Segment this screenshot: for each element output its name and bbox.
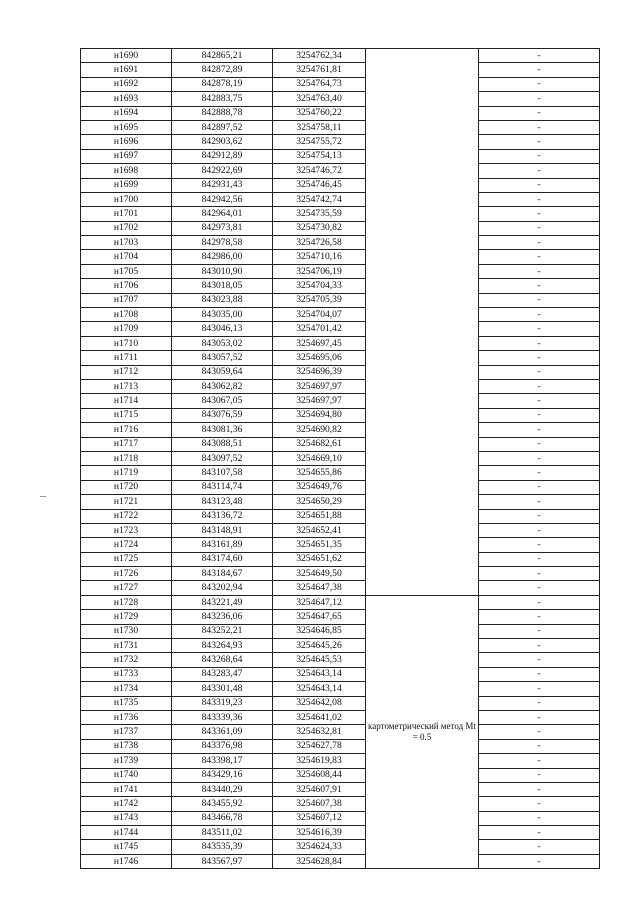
accuracy-dash-cell: - — [479, 106, 600, 120]
table-row — [81, 192, 600, 206]
point-id-cell: н1718 — [81, 451, 172, 465]
y-coordinate-cell: 3254616,39 — [273, 826, 366, 840]
table-row — [81, 394, 600, 408]
y-coordinate-cell: 3254607,38 — [273, 797, 366, 811]
accuracy-dash-cell: - — [479, 538, 600, 552]
accuracy-dash-cell: - — [479, 639, 600, 653]
y-coordinate-cell: 3254607,12 — [273, 811, 366, 825]
x-coordinate-cell: 843053,02 — [172, 336, 273, 350]
table-row — [81, 610, 600, 624]
coordinates-table-body — [81, 49, 600, 869]
accuracy-dash-cell: - — [479, 451, 600, 465]
accuracy-dash-cell: - — [479, 567, 600, 581]
y-coordinate-cell: 3254705,39 — [273, 293, 366, 307]
x-coordinate-cell: 843319,23 — [172, 696, 273, 710]
y-coordinate-cell: 3254742,74 — [273, 192, 366, 206]
x-coordinate-cell: 843301,48 — [172, 682, 273, 696]
table-row — [81, 264, 600, 278]
point-id-cell: н1700 — [81, 192, 172, 206]
point-id-cell: н1694 — [81, 106, 172, 120]
point-id-cell: н1738 — [81, 739, 172, 753]
table-row — [81, 77, 600, 91]
y-coordinate-cell: 3254746,45 — [273, 178, 366, 192]
accuracy-dash-cell: - — [479, 739, 600, 753]
table-row — [81, 279, 600, 293]
point-id-cell: н1701 — [81, 207, 172, 221]
x-coordinate-cell: 842912,89 — [172, 149, 273, 163]
table-row — [81, 826, 600, 840]
x-coordinate-cell: 843136,72 — [172, 509, 273, 523]
point-id-cell: н1745 — [81, 840, 172, 854]
y-coordinate-cell: 3254682,61 — [273, 437, 366, 451]
point-id-cell: н1723 — [81, 523, 172, 537]
x-coordinate-cell: 843455,92 — [172, 797, 273, 811]
y-coordinate-cell: 3254710,16 — [273, 250, 366, 264]
y-coordinate-cell: 3254651,35 — [273, 538, 366, 552]
x-coordinate-cell: 842931,43 — [172, 178, 273, 192]
point-id-cell: н1707 — [81, 293, 172, 307]
point-id-cell: н1726 — [81, 567, 172, 581]
accuracy-dash-cell: - — [479, 135, 600, 149]
table-row — [81, 710, 600, 724]
accuracy-dash-cell: - — [479, 293, 600, 307]
accuracy-dash-cell: - — [479, 782, 600, 796]
x-coordinate-cell: 842888,78 — [172, 106, 273, 120]
point-id-cell: н1737 — [81, 725, 172, 739]
x-coordinate-cell: 842986,00 — [172, 250, 273, 264]
table-row — [81, 106, 600, 120]
point-id-cell: н1698 — [81, 164, 172, 178]
table-row — [81, 782, 600, 796]
accuracy-dash-cell: - — [479, 77, 600, 91]
table-row — [81, 164, 600, 178]
point-id-cell: н1708 — [81, 308, 172, 322]
point-id-cell: н1703 — [81, 236, 172, 250]
y-coordinate-cell: 3254764,73 — [273, 77, 366, 91]
y-coordinate-cell: 3254704,33 — [273, 279, 366, 293]
accuracy-dash-cell: - — [479, 854, 600, 868]
accuracy-dash-cell: - — [479, 63, 600, 77]
y-coordinate-cell: 3254754,13 — [273, 149, 366, 163]
point-id-cell: н1734 — [81, 682, 172, 696]
table-row — [81, 236, 600, 250]
table-row — [81, 149, 600, 163]
accuracy-dash-cell: - — [479, 595, 600, 609]
y-coordinate-cell: 3254762,34 — [273, 49, 366, 63]
y-coordinate-cell: 3254706,19 — [273, 264, 366, 278]
x-coordinate-cell: 843123,48 — [172, 495, 273, 509]
point-id-cell: н1691 — [81, 63, 172, 77]
point-id-cell: н1704 — [81, 250, 172, 264]
point-id-cell: н1740 — [81, 768, 172, 782]
accuracy-dash-cell: - — [479, 610, 600, 624]
y-coordinate-cell: 3254652,41 — [273, 523, 366, 537]
table-row — [81, 768, 600, 782]
point-id-cell: н1706 — [81, 279, 172, 293]
y-coordinate-cell: 3254697,97 — [273, 394, 366, 408]
x-coordinate-cell: 843202,94 — [172, 581, 273, 595]
accuracy-dash-cell: - — [479, 840, 600, 854]
table-row — [81, 696, 600, 710]
x-coordinate-cell: 843174,60 — [172, 552, 273, 566]
method-note-cell: картометрический метод Mt = 0.5 — [366, 595, 479, 868]
x-coordinate-cell: 843081,36 — [172, 423, 273, 437]
accuracy-dash-cell: - — [479, 725, 600, 739]
y-coordinate-cell: 3254694,80 — [273, 408, 366, 422]
table-row — [81, 322, 600, 336]
table-row — [81, 581, 600, 595]
accuracy-dash-cell: - — [479, 351, 600, 365]
table-row — [81, 250, 600, 264]
x-coordinate-cell: 843221,49 — [172, 595, 273, 609]
point-id-cell: н1693 — [81, 92, 172, 106]
x-coordinate-cell: 843010,90 — [172, 264, 273, 278]
table-row — [81, 495, 600, 509]
table-row — [81, 739, 600, 753]
y-coordinate-cell: 3254645,26 — [273, 639, 366, 653]
accuracy-dash-cell: - — [479, 624, 600, 638]
point-id-cell: н1695 — [81, 120, 172, 134]
table-row — [81, 538, 600, 552]
point-id-cell: н1710 — [81, 336, 172, 350]
point-id-cell: н1714 — [81, 394, 172, 408]
accuracy-dash-cell: - — [479, 322, 600, 336]
x-coordinate-cell: 843057,52 — [172, 351, 273, 365]
accuracy-dash-cell: - — [479, 279, 600, 293]
point-id-cell: н1715 — [81, 408, 172, 422]
accuracy-dash-cell: - — [479, 49, 600, 63]
y-coordinate-cell: 3254643,14 — [273, 682, 366, 696]
accuracy-dash-cell: - — [479, 423, 600, 437]
y-coordinate-cell: 3254726,58 — [273, 236, 366, 250]
table-row — [81, 567, 600, 581]
y-coordinate-cell: 3254647,65 — [273, 610, 366, 624]
table-row — [81, 595, 600, 609]
x-coordinate-cell: 842973,81 — [172, 221, 273, 235]
table-row — [81, 480, 600, 494]
point-id-cell: н1729 — [81, 610, 172, 624]
x-coordinate-cell: 843283,47 — [172, 667, 273, 681]
accuracy-dash-cell: - — [479, 250, 600, 264]
y-coordinate-cell: 3254641,02 — [273, 710, 366, 724]
coordinates-table — [80, 48, 600, 869]
table-row — [81, 682, 600, 696]
x-coordinate-cell: 842865,21 — [172, 49, 273, 63]
y-coordinate-cell: 3254642,08 — [273, 696, 366, 710]
table-row — [81, 667, 600, 681]
x-coordinate-cell: 843567,97 — [172, 854, 273, 868]
accuracy-dash-cell: - — [479, 149, 600, 163]
y-coordinate-cell: 3254608,44 — [273, 768, 366, 782]
accuracy-dash-cell: - — [479, 768, 600, 782]
y-coordinate-cell: 3254627,78 — [273, 739, 366, 753]
point-id-cell: н1736 — [81, 710, 172, 724]
table-row — [81, 49, 600, 63]
table-row — [81, 437, 600, 451]
table-row — [81, 293, 600, 307]
accuracy-dash-cell: - — [479, 653, 600, 667]
point-id-cell: н1692 — [81, 77, 172, 91]
x-coordinate-cell: 843236,06 — [172, 610, 273, 624]
x-coordinate-cell: 842878,19 — [172, 77, 273, 91]
x-coordinate-cell: 843511,02 — [172, 826, 273, 840]
accuracy-dash-cell: - — [479, 221, 600, 235]
y-coordinate-cell: 3254695,06 — [273, 351, 366, 365]
table-row — [81, 365, 600, 379]
x-coordinate-cell: 843184,67 — [172, 567, 273, 581]
accuracy-dash-cell: - — [479, 437, 600, 451]
x-coordinate-cell: 843361,09 — [172, 725, 273, 739]
point-id-cell: н1713 — [81, 379, 172, 393]
point-id-cell: н1709 — [81, 322, 172, 336]
point-id-cell: н1690 — [81, 49, 172, 63]
table-row — [81, 624, 600, 638]
x-coordinate-cell: 843023,88 — [172, 293, 273, 307]
point-id-cell: н1697 — [81, 149, 172, 163]
x-coordinate-cell: 843268,64 — [172, 653, 273, 667]
y-coordinate-cell: 3254696,39 — [273, 365, 366, 379]
table-row — [81, 725, 600, 739]
y-coordinate-cell: 3254647,38 — [273, 581, 366, 595]
x-coordinate-cell: 842922,69 — [172, 164, 273, 178]
margin-mark — [40, 496, 46, 497]
y-coordinate-cell: 3254758,11 — [273, 120, 366, 134]
table-row — [81, 221, 600, 235]
accuracy-dash-cell: - — [479, 581, 600, 595]
point-id-cell: н1742 — [81, 797, 172, 811]
table-row — [81, 811, 600, 825]
y-coordinate-cell: 3254651,62 — [273, 552, 366, 566]
table-row — [81, 308, 600, 322]
y-coordinate-cell: 3254645,53 — [273, 653, 366, 667]
x-coordinate-cell: 843466,78 — [172, 811, 273, 825]
point-id-cell: н1739 — [81, 754, 172, 768]
y-coordinate-cell: 3254655,86 — [273, 466, 366, 480]
accuracy-dash-cell: - — [479, 379, 600, 393]
table-row — [81, 336, 600, 350]
table-row — [81, 451, 600, 465]
x-coordinate-cell: 843535,39 — [172, 840, 273, 854]
y-coordinate-cell: 3254649,50 — [273, 567, 366, 581]
accuracy-dash-cell: - — [479, 682, 600, 696]
accuracy-dash-cell: - — [479, 480, 600, 494]
y-coordinate-cell: 3254690,82 — [273, 423, 366, 437]
x-coordinate-cell: 843429,16 — [172, 768, 273, 782]
point-id-cell: н1712 — [81, 365, 172, 379]
accuracy-dash-cell: - — [479, 394, 600, 408]
point-id-cell: н1719 — [81, 466, 172, 480]
y-coordinate-cell: 3254697,45 — [273, 336, 366, 350]
accuracy-dash-cell: - — [479, 523, 600, 537]
table-row — [81, 63, 600, 77]
y-coordinate-cell: 3254763,40 — [273, 92, 366, 106]
x-coordinate-cell: 843046,13 — [172, 322, 273, 336]
y-coordinate-cell: 3254646,85 — [273, 624, 366, 638]
table-row — [81, 754, 600, 768]
accuracy-dash-cell: - — [479, 207, 600, 221]
point-id-cell: н1725 — [81, 552, 172, 566]
y-coordinate-cell: 3254651,88 — [273, 509, 366, 523]
table-row — [81, 840, 600, 854]
accuracy-dash-cell: - — [479, 336, 600, 350]
y-coordinate-cell: 3254735,59 — [273, 207, 366, 221]
y-coordinate-cell: 3254628,84 — [273, 854, 366, 868]
point-id-cell: н1733 — [81, 667, 172, 681]
table-row — [81, 523, 600, 537]
x-coordinate-cell: 843067,05 — [172, 394, 273, 408]
accuracy-dash-cell: - — [479, 408, 600, 422]
point-id-cell: н1743 — [81, 811, 172, 825]
table-row — [81, 423, 600, 437]
y-coordinate-cell: 3254619,83 — [273, 754, 366, 768]
y-coordinate-cell: 3254650,29 — [273, 495, 366, 509]
table-row — [81, 379, 600, 393]
x-coordinate-cell: 842964,01 — [172, 207, 273, 221]
x-coordinate-cell: 843264,93 — [172, 639, 273, 653]
point-id-cell: н1696 — [81, 135, 172, 149]
table-row — [81, 178, 600, 192]
point-id-cell: н1721 — [81, 495, 172, 509]
accuracy-dash-cell: - — [479, 552, 600, 566]
point-id-cell: н1727 — [81, 581, 172, 595]
x-coordinate-cell: 843440,29 — [172, 782, 273, 796]
point-id-cell: н1717 — [81, 437, 172, 451]
point-id-cell: н1731 — [81, 639, 172, 653]
y-coordinate-cell: 3254730,82 — [273, 221, 366, 235]
point-id-cell: н1732 — [81, 653, 172, 667]
accuracy-dash-cell: - — [479, 509, 600, 523]
y-coordinate-cell: 3254704,07 — [273, 308, 366, 322]
accuracy-dash-cell: - — [479, 365, 600, 379]
y-coordinate-cell: 3254701,42 — [273, 322, 366, 336]
x-coordinate-cell: 842883,75 — [172, 92, 273, 106]
x-coordinate-cell: 843161,89 — [172, 538, 273, 552]
accuracy-dash-cell: - — [479, 236, 600, 250]
point-id-cell: н1728 — [81, 595, 172, 609]
accuracy-dash-cell: - — [479, 264, 600, 278]
y-coordinate-cell: 3254761,81 — [273, 63, 366, 77]
accuracy-dash-cell: - — [479, 308, 600, 322]
point-id-cell: н1746 — [81, 854, 172, 868]
accuracy-dash-cell: - — [479, 826, 600, 840]
table-row — [81, 92, 600, 106]
x-coordinate-cell: 843148,91 — [172, 523, 273, 537]
table-row — [81, 466, 600, 480]
x-coordinate-cell: 842903,62 — [172, 135, 273, 149]
table-row — [81, 120, 600, 134]
accuracy-dash-cell: - — [479, 92, 600, 106]
point-id-cell: н1730 — [81, 624, 172, 638]
x-coordinate-cell: 843018,05 — [172, 279, 273, 293]
point-id-cell: н1741 — [81, 782, 172, 796]
point-id-cell: н1722 — [81, 509, 172, 523]
x-coordinate-cell: 843398,17 — [172, 754, 273, 768]
point-id-cell: н1735 — [81, 696, 172, 710]
x-coordinate-cell: 843097,52 — [172, 451, 273, 465]
accuracy-dash-cell: - — [479, 710, 600, 724]
y-coordinate-cell: 3254607,91 — [273, 782, 366, 796]
point-id-cell: н1724 — [81, 538, 172, 552]
accuracy-dash-cell: - — [479, 192, 600, 206]
point-id-cell: н1720 — [81, 480, 172, 494]
y-coordinate-cell: 3254643,14 — [273, 667, 366, 681]
accuracy-dash-cell: - — [479, 667, 600, 681]
x-coordinate-cell: 843059,64 — [172, 365, 273, 379]
point-id-cell: н1716 — [81, 423, 172, 437]
x-coordinate-cell: 842897,52 — [172, 120, 273, 134]
accuracy-dash-cell: - — [479, 495, 600, 509]
point-id-cell: н1699 — [81, 178, 172, 192]
x-coordinate-cell: 842978,58 — [172, 236, 273, 250]
point-id-cell: н1702 — [81, 221, 172, 235]
table-row — [81, 135, 600, 149]
point-id-cell: н1705 — [81, 264, 172, 278]
table-row — [81, 408, 600, 422]
table-row — [81, 797, 600, 811]
point-id-cell: н1744 — [81, 826, 172, 840]
accuracy-dash-cell: - — [479, 696, 600, 710]
x-coordinate-cell: 843088,51 — [172, 437, 273, 451]
x-coordinate-cell: 843062,82 — [172, 379, 273, 393]
y-coordinate-cell: 3254746,72 — [273, 164, 366, 178]
y-coordinate-cell: 3254647,12 — [273, 595, 366, 609]
accuracy-dash-cell: - — [479, 164, 600, 178]
accuracy-dash-cell: - — [479, 797, 600, 811]
x-coordinate-cell: 843339,36 — [172, 710, 273, 724]
accuracy-dash-cell: - — [479, 811, 600, 825]
table-row — [81, 854, 600, 868]
table-row — [81, 653, 600, 667]
x-coordinate-cell: 843107,58 — [172, 466, 273, 480]
table-row — [81, 351, 600, 365]
table-row — [81, 552, 600, 566]
x-coordinate-cell: 843035,00 — [172, 308, 273, 322]
y-coordinate-cell: 3254697,97 — [273, 379, 366, 393]
table-row — [81, 509, 600, 523]
accuracy-dash-cell: - — [479, 120, 600, 134]
y-coordinate-cell: 3254649,76 — [273, 480, 366, 494]
x-coordinate-cell: 843114,74 — [172, 480, 273, 494]
table-row — [81, 639, 600, 653]
x-coordinate-cell: 843252,21 — [172, 624, 273, 638]
accuracy-dash-cell: - — [479, 754, 600, 768]
y-coordinate-cell: 3254755,72 — [273, 135, 366, 149]
table-row — [81, 207, 600, 221]
y-coordinate-cell: 3254624,33 — [273, 840, 366, 854]
x-coordinate-cell: 842942,56 — [172, 192, 273, 206]
y-coordinate-cell: 3254669,10 — [273, 451, 366, 465]
accuracy-dash-cell: - — [479, 178, 600, 192]
point-id-cell: н1711 — [81, 351, 172, 365]
x-coordinate-cell: 843076,59 — [172, 408, 273, 422]
x-coordinate-cell: 843376,98 — [172, 739, 273, 753]
x-coordinate-cell: 842872,89 — [172, 63, 273, 77]
y-coordinate-cell: 3254632,81 — [273, 725, 366, 739]
accuracy-dash-cell: - — [479, 466, 600, 480]
method-cell-upper — [366, 49, 479, 596]
y-coordinate-cell: 3254760,22 — [273, 106, 366, 120]
